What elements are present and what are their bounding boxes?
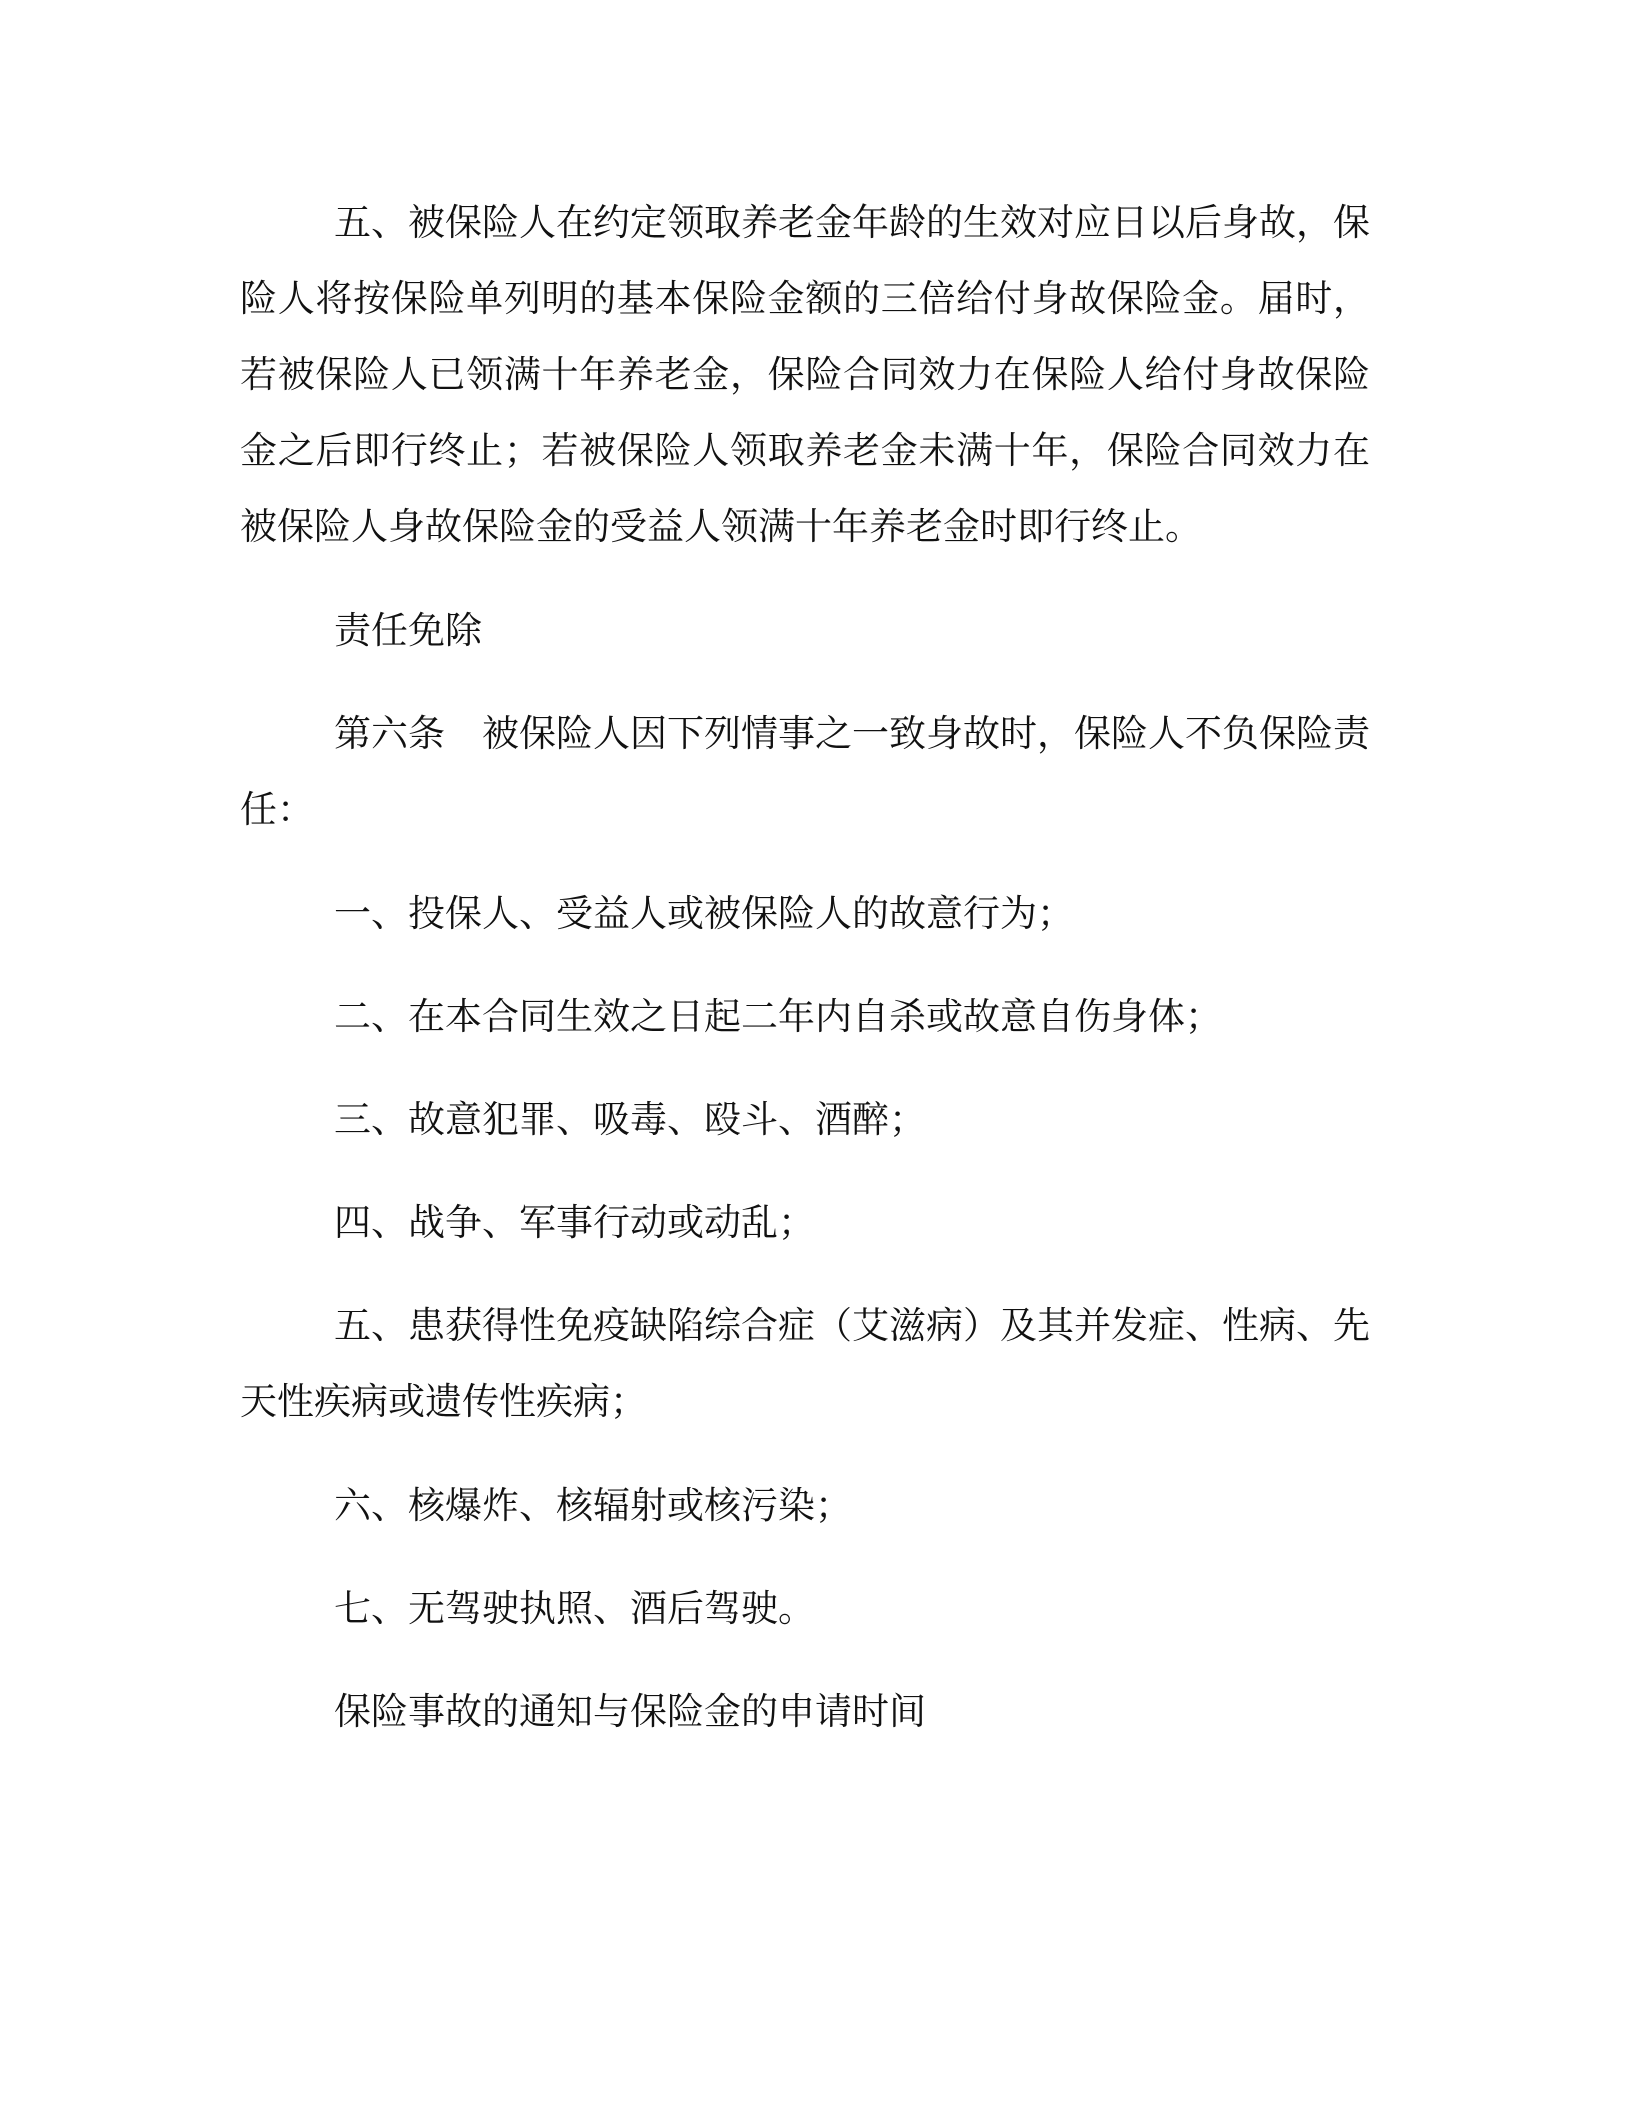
section-heading-claim-notice: 保险事故的通知与保险金的申请时间 [334,1690,926,1733]
exclusion-item-1: 一、投保人、受益人或被保险人的故意行为； [334,892,1074,935]
exclusion-item-6: 六、核爆炸、核辐射或核污染； [334,1484,852,1527]
document-body [240,185,1370,1777]
exclusion-item-5: 五、患获得性免疫缺陷综合症（艾滋病）及其并发症、性病、先天性疾病或遗传性疾病； [240,1304,1370,1423]
exclusion-item-3: 三、故意犯罪、吸毒、殴斗、酒醉； [334,1098,926,1141]
exclusion-item-2: 二、在本合同生效之日起二年内自杀或故意自伤身体； [334,995,1222,1038]
article-six: 第六条 被保险人因下列情事之一致身故时，保险人不负保险责任： [240,712,1370,831]
exclusion-item-7: 七、无驾驶执照、酒后驾驶。 [334,1587,815,1630]
section-heading-exclusions: 责任免除 [334,609,482,652]
paragraph-death-benefit-clause: 五、被保险人在约定领取养老金年龄的生效对应日以后身故，保险人将按保险单列明的基本保险金额的三倍给付身故保险金。届时，若被保险人已领满十年养老金，保险合同效力在保险人给付身故保险金之后即行终止；若被保险人领取养老金未满十年，保险合同效力在被保险人身故保险金的受益人领满十年养老金时即行终止。 [240,201,1370,548]
exclusion-item-4: 四、战争、军事行动或动乱； [334,1201,815,1244]
